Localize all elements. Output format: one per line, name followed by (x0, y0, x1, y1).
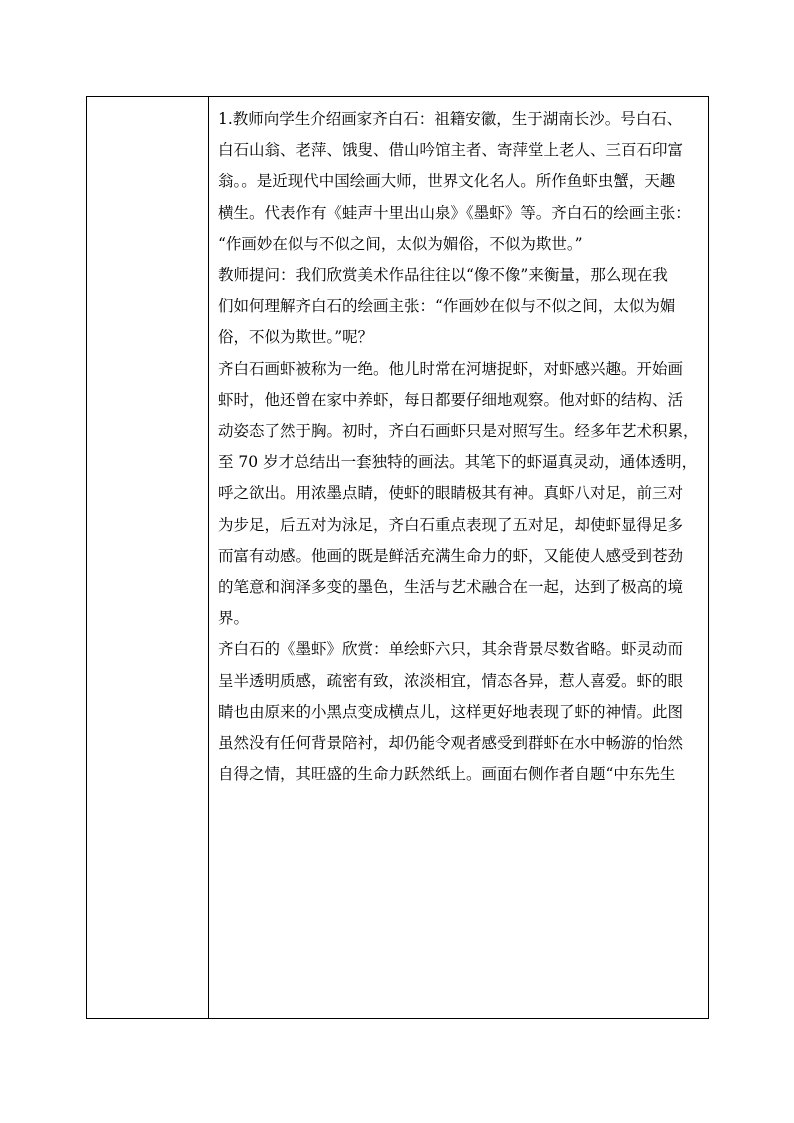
text-line: 界。 (218, 609, 250, 628)
text-line: 虽然没有任何背景陪衬，却仍能令观者感受到群虾在水中畅游的怡然 (218, 734, 684, 753)
text-line: “作画妙在似与不似之间，太似为媚俗，不似为欺世。” (218, 234, 583, 253)
text-line: 为步足，后五对为泳足，齐白石重点表现了五对足，却使虾显得足多 (218, 515, 684, 534)
left-empty-cell (87, 97, 208, 1018)
text-line: 而富有动感。他画的既是鲜活充满生命力的虾，又能使人感受到苍劲 (218, 546, 684, 565)
text-line: 虾时，他还曾在家中养虾，每日都要仔细地观察。他对虾的结构、活 (218, 390, 684, 409)
paragraph (218, 260, 702, 354)
text-line: 至 70 岁才总结出一套独特的画法。其笔下的虾逼真灵动，通体透明， (218, 453, 698, 472)
text-line: 横生。代表作有《蛙声十里出山泉》《墨虾》等。齐白石的绘画主张： (218, 203, 691, 222)
text-line: 睛也由原来的小黑点变成横点儿，这样更好地表现了虾的神情。此图 (218, 702, 684, 721)
text-line: 呼之欲出。用浓墨点睛，使虾的眼睛极其有神。真虾八对足，前三对 (218, 484, 684, 503)
text-line: 白石山翁、老萍、饿叟、借山吟馆主者、寄萍堂上老人、三百石印富 (218, 141, 684, 160)
text-line: 齐白石的《墨虾》欣赏：单绘虾六只，其余背景尽数省略。虾灵动而 (218, 640, 684, 659)
paragraph (218, 104, 702, 260)
text-line: 的笔意和润泽多变的墨色，生活与艺术融合在一起，达到了极高的境 (218, 578, 684, 597)
content-text (218, 104, 702, 790)
text-line: 俗，不似为欺世。”呢？ (218, 328, 374, 347)
text-line: 们如何理解齐白石的绘画主张：“作画妙在似与不似之间，太似为媚 (218, 297, 676, 316)
text-line: 自得之情，其旺盛的生命力跃然纸上。画面右侧作者自题“中东先生 (218, 765, 676, 784)
content-cell (209, 97, 708, 1018)
document-table (86, 96, 709, 1019)
text-line: 教师提问：我们欣赏美术作品往往以“像不像”来衡量，那么现在我 (218, 266, 668, 285)
text-line: 呈半透明质感，疏密有致，浓淡相宜，情态各异，惹人喜爱。虾的眼 (218, 671, 684, 690)
text-line: 1.教师向学生介绍画家齐白石：祖籍安徽，生于湖南长沙。号白石、 (218, 110, 683, 128)
paragraph (218, 634, 702, 790)
text-line: 动姿态了然于胸。初时，齐白石画虾只是对照写生。经多年艺术积累， (218, 422, 699, 441)
text-line: 齐白石画虾被称为一绝。他儿时常在河塘捉虾，对虾感兴趣。开始画 (218, 359, 684, 378)
text-line: 翁。。是近现代中国绘画大师，世界文化名人。所作鱼虾虫蟹，天趣 (218, 172, 676, 191)
paragraph (218, 354, 702, 635)
